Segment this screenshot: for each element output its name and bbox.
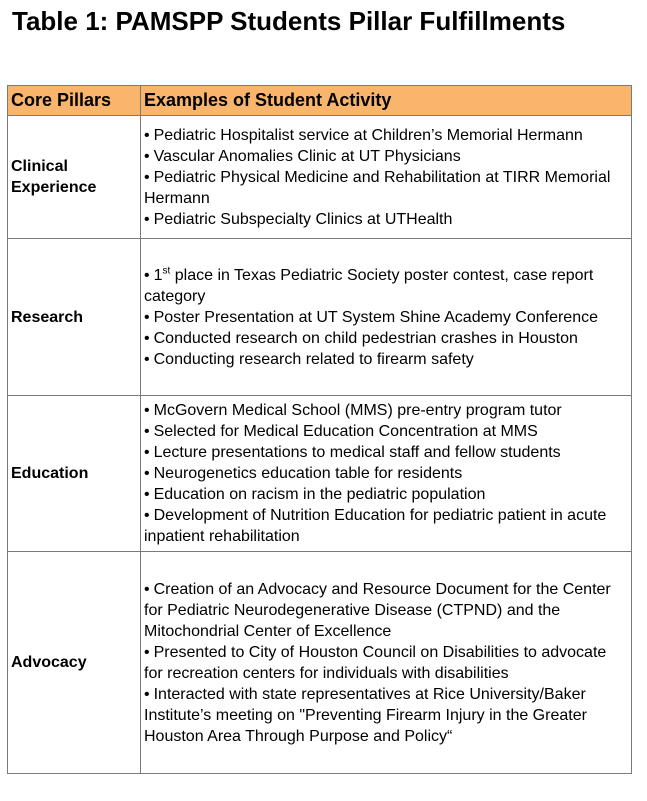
activity-item [144, 463, 628, 484]
activity-item [144, 146, 628, 167]
table-row [8, 239, 632, 396]
activity-item [144, 505, 628, 547]
bullet-icon: • [144, 580, 150, 598]
activity-item-text: Pediatric Hospitalist service at Children’s Memorial Hermann [153, 126, 583, 144]
bullet-icon: • [144, 266, 150, 284]
pillar-name: Education [8, 396, 141, 552]
activity-item [144, 579, 628, 642]
activity-item [144, 125, 628, 146]
bullet-icon: • [144, 168, 150, 186]
header-core-pillars: Core Pillars [8, 86, 141, 116]
activity-item-text: Development of Nutrition Education for pediatric patient in acute inpatient rehabilitation [144, 507, 607, 545]
activity-item-text: Pediatric Physical Medicine and Rehabilitation at TIRR Memorial Hermann [144, 168, 611, 207]
bullet-icon: • [144, 329, 150, 347]
activity-item [144, 484, 628, 505]
table-header-row [8, 86, 632, 116]
activity-item [144, 400, 628, 421]
activity-examples [141, 239, 632, 396]
activity-item-text: Conducted research on child pedestrian crashes in Houston [153, 329, 578, 347]
bullet-icon: • [144, 465, 150, 482]
activity-item [144, 265, 628, 307]
table-body [8, 116, 632, 774]
activity-item-text: Selected for Medical Education Concentration at MMS [153, 423, 538, 440]
activity-item [144, 209, 628, 230]
bullet-icon: • [144, 643, 150, 661]
table-row [8, 396, 632, 552]
pillar-name: Advocacy [8, 552, 141, 774]
bullet-icon: • [144, 507, 150, 524]
activity-item [144, 307, 628, 328]
activity-item-text: Education on racism in the pediatric population [153, 486, 486, 503]
activity-item-superscript: st [162, 265, 171, 277]
activity-item-text: Neurogenetics education table for residents [153, 465, 463, 482]
table-row [8, 552, 632, 774]
pillar-name: Research [8, 239, 141, 396]
activity-item-text: Vascular Anomalies Clinic at UT Physicians [153, 147, 461, 165]
bullet-icon: • [144, 147, 150, 165]
activity-item-text: McGovern Medical School (MMS) pre-entry program tutor [153, 402, 562, 419]
bullet-icon: • [144, 423, 150, 440]
activity-item-text: Creation of an Advocacy and Resource Document for the Center for Pediatric Neurodegenerative Disease (CTPND) and the Mitochondrial Center of Excellence [144, 580, 611, 640]
activity-item [144, 167, 628, 209]
bullet-icon: • [144, 126, 150, 144]
bullet-icon: • [144, 210, 150, 228]
activity-item-text: Poster Presentation at UT System Shine Academy Conference [153, 308, 598, 326]
activity-item-text: Conducting research related to firearm safety [153, 350, 474, 368]
table-title: Table 1: PAMSPP Students Pillar Fulfillments [12, 6, 566, 36]
activity-item-text: Lecture presentations to medical staff and fellow students [153, 444, 561, 461]
pillar-table [7, 85, 632, 774]
bullet-icon: • [144, 350, 150, 368]
activity-item-prefix: 1 [153, 266, 163, 284]
activity-item-text: Interacted with state representatives at Rice University/Baker Institute’s meeting on "Preventing Firearm Injury in the Greater Houston Area Through Purpose and Policy“ [144, 685, 587, 745]
table-row [8, 116, 632, 239]
activity-item-text: Pediatric Subspecialty Clinics at UTHealth [153, 210, 453, 228]
activity-item [144, 328, 628, 349]
bullet-icon: • [144, 402, 150, 419]
activity-item [144, 421, 628, 442]
activity-item [144, 684, 628, 747]
activity-examples [141, 116, 632, 239]
bullet-icon: • [144, 308, 150, 326]
activity-item-text: place in Texas Pediatric Society poster contest, case report category [144, 266, 594, 305]
activity-item [144, 442, 628, 463]
bullet-icon: • [144, 444, 150, 461]
activity-item [144, 642, 628, 684]
header-examples: Examples of Student Activity [141, 86, 632, 116]
activity-examples [141, 552, 632, 774]
activity-item [144, 349, 628, 370]
activity-examples [141, 396, 632, 552]
bullet-icon: • [144, 685, 150, 703]
pillar-name: Clinical Experience [8, 116, 141, 239]
bullet-icon: • [144, 486, 150, 503]
activity-item-text: Presented to City of Houston Council on Disabilities to advocate for recreation centers for individuals with disabilities [144, 643, 607, 682]
